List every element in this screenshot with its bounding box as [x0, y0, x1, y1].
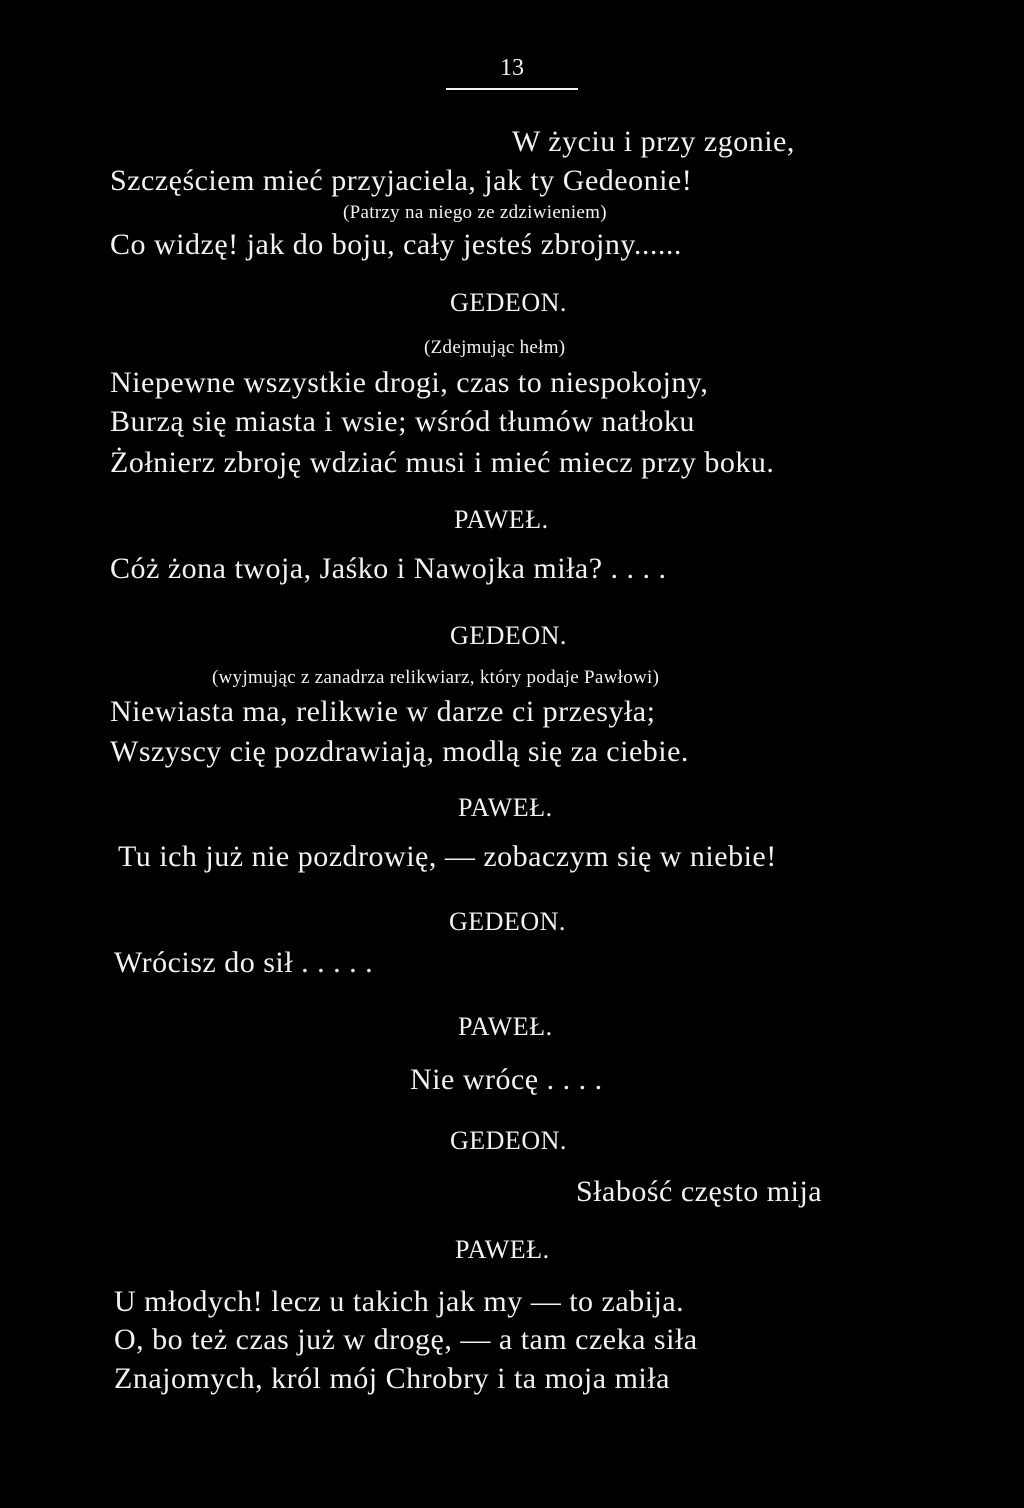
verse-line: Nie wrócę . . . .	[410, 1063, 603, 1096]
verse-line: Znajomych, król mój Chrobry i ta moja miła	[114, 1362, 670, 1395]
page-number: 13	[500, 55, 524, 81]
verse-line: Tu ich już nie pozdrowię, — zobaczym się w niebie!	[118, 840, 777, 873]
verse-line: O, bo też czas już w drogę, — a tam czeka siła	[114, 1323, 698, 1356]
stage-direction: (Patrzy na niego ze zdziwieniem)	[343, 202, 607, 223]
stage-direction: (wyjmując z zanadrza relikwiarz, który podaje Pawłowi)	[212, 667, 660, 688]
speaker-name: PAWEŁ.	[455, 1235, 550, 1264]
verse-line: Szczęściem mieć przyjaciela, jak ty Gedeonie!	[110, 164, 693, 197]
speaker-name: PAWEŁ.	[454, 505, 549, 534]
page-number-rule	[446, 88, 578, 90]
verse-line: Słabość często mija	[576, 1175, 823, 1208]
verse-line: Żołnierz zbroję wdziać musi i mieć miecz przy boku.	[110, 446, 775, 479]
speaker-name: GEDEON.	[450, 1126, 567, 1155]
verse-line: Co widzę! jak do boju, cały jesteś zbrojny......	[110, 228, 682, 261]
verse-line: W życiu i przy zgonie,	[512, 125, 795, 158]
verse-line: Niewiasta ma, relikwie w darze ci przesyła;	[110, 695, 656, 728]
speaker-name: GEDEON.	[450, 621, 567, 650]
stage-direction: (Zdejmując hełm)	[424, 337, 566, 358]
verse-line: Burzą się miasta i wsie; wśród tłumów natłoku	[110, 405, 695, 438]
speaker-name: GEDEON.	[450, 288, 567, 317]
speaker-name: GEDEON.	[449, 907, 566, 936]
verse-line: Wszyscy cię pozdrawiają, modlą się za ciebie.	[110, 735, 689, 768]
verse-line: Wrócisz do sił . . . . .	[114, 946, 374, 979]
speaker-name: PAWEŁ.	[458, 1012, 553, 1041]
speaker-name: PAWEŁ.	[458, 793, 553, 822]
verse-line: U młodych! lecz u takich jak my — to zabija.	[114, 1285, 685, 1318]
verse-line: Cóż żona twoja, Jaśko i Nawojka miła? . . . .	[110, 552, 667, 585]
verse-line: Niepewne wszystkie drogi, czas to niespokojny,	[110, 366, 709, 399]
